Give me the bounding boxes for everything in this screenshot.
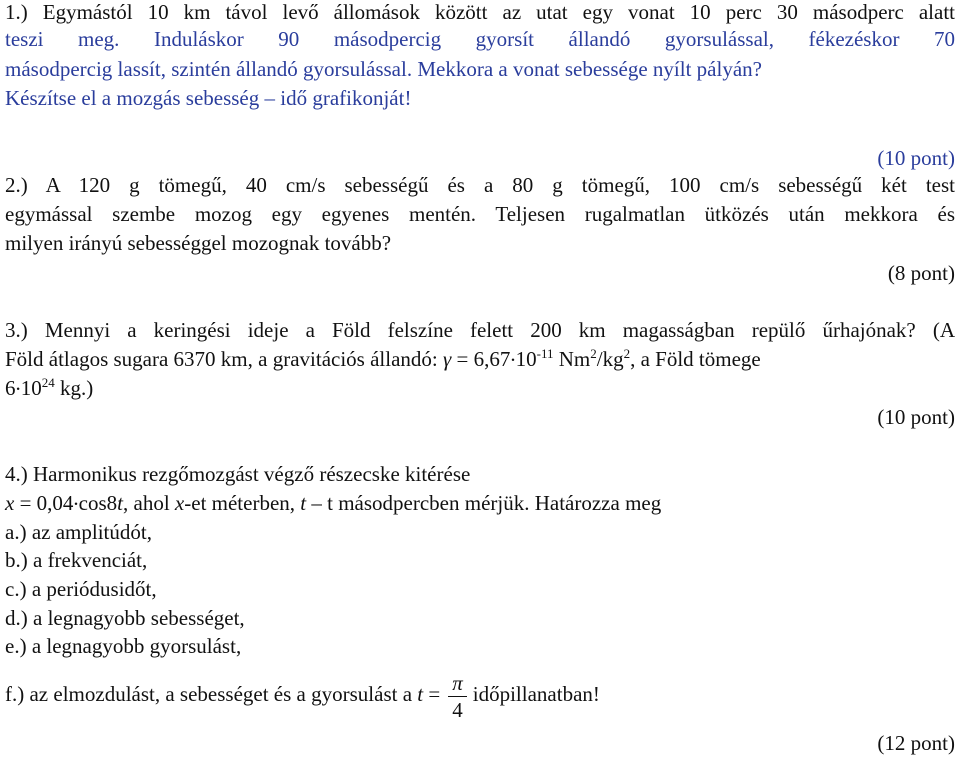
gamma-symbol: γ <box>443 347 452 371</box>
power-base: 10 <box>515 347 537 371</box>
problem4-points: (12 pont) <box>877 731 955 755</box>
problem3-line2-text-a: Föld átlagos sugara 6370 km, a gravitációs állandó: <box>5 347 438 371</box>
variable-t: t <box>417 682 424 706</box>
subquestion-e: e.) a legnagyobb gyorsulást, <box>5 634 242 658</box>
exponent: -11 <box>536 346 554 361</box>
fraction-pi-over-4 <box>448 670 467 723</box>
problem2-line1: 2.) A 120 g tömegű, 40 cm/s sebességű és a 80 g tömegű, 100 cm/s sebességű két test <box>5 173 955 197</box>
problem1-line2: teszi meg. Induláskor 90 másodpercig gyorsít állandó gyorsulással, fékezéskor 70 <box>5 27 955 51</box>
equation-text: , ahol <box>123 491 170 515</box>
problem4-intro: 4.) Harmonikus rezgőmozgást végző részecske kitérése <box>5 462 471 486</box>
subquestion-f <box>5 668 600 723</box>
problem3-line1: 3.) Mennyi a keringési ideje a Föld felszíne felett 200 km magasságban repülő űrhajónak? (A <box>5 318 955 342</box>
problem1-points: (10 pont) <box>877 146 955 170</box>
subquestion-f-text: f.) az elmozdulást, a sebességet és a gyorsulást a <box>5 682 413 706</box>
unit-nm: Nm <box>558 347 591 371</box>
equation-text: – t másodpercben mérjük. Határozza meg <box>311 491 662 515</box>
problem3-line2-text-e: , a Föld tömege <box>630 347 761 371</box>
subquestion-c: c.) a periódusidőt, <box>5 577 157 601</box>
problem2-line2: egymással szembe mozog egy egyenes mentén. Teljesen rugalmatlan ütközés után mekkora és <box>5 202 955 226</box>
cos-term: cos8 <box>78 491 118 515</box>
problem1-line4: Készítse el a mozgás sebesség – idő grafikonját! <box>5 86 412 110</box>
fraction-numerator: π <box>448 670 467 697</box>
unit-text: kg.) <box>60 376 94 400</box>
subquestion-d: d.) a legnagyobb sebességet, <box>5 606 245 630</box>
multiplication-dot: . <box>73 486 79 510</box>
variable-x: x <box>174 491 185 515</box>
equals-sign: = <box>428 682 441 706</box>
problem3-line2-text-b: = 6,67 <box>456 347 511 371</box>
fraction-denominator: 4 <box>452 697 463 722</box>
problem2-line3: milyen irányú sebességgel mozognak tovább? <box>5 231 392 255</box>
problem3-line3 <box>5 371 94 400</box>
problem2-points: (8 pont) <box>887 261 955 285</box>
variable-x: x <box>5 491 15 515</box>
problem4-equation-line <box>5 486 662 515</box>
variable-t: t <box>300 491 307 515</box>
problem3-line2 <box>5 342 955 371</box>
subquestion-b: b.) a frekvenciát, <box>5 548 148 572</box>
problem1-line1: 1.) Egymástól 10 km távol levő állomások között az utat egy vonat 10 perc 30 másodperc alatt <box>5 0 955 24</box>
subquestion-a: a.) az amplitúdót, <box>5 520 152 544</box>
subquestion-f-text-end: időpillanatban! <box>472 682 600 706</box>
problem3-points: (10 pont) <box>877 405 955 429</box>
multiplication-dot: . <box>510 342 516 366</box>
exponent: 24 <box>41 375 55 390</box>
amplitude-value: = 0,04 <box>19 491 74 515</box>
unit-kg: /kg <box>596 347 624 371</box>
exponent: 2 <box>590 346 597 361</box>
variable-t: t <box>117 491 124 515</box>
equation-text: -et méterben, <box>184 491 296 515</box>
earth-mass-coefficient: 6 <box>5 376 16 400</box>
problem1-line3: másodpercig lassít, szintén állandó gyorsulással. Mekkora a vonat sebessége nyílt pályán? <box>5 57 762 81</box>
multiplication-dot: . <box>15 371 21 395</box>
exponent: 2 <box>623 346 631 361</box>
power-base: 10 <box>20 376 42 400</box>
